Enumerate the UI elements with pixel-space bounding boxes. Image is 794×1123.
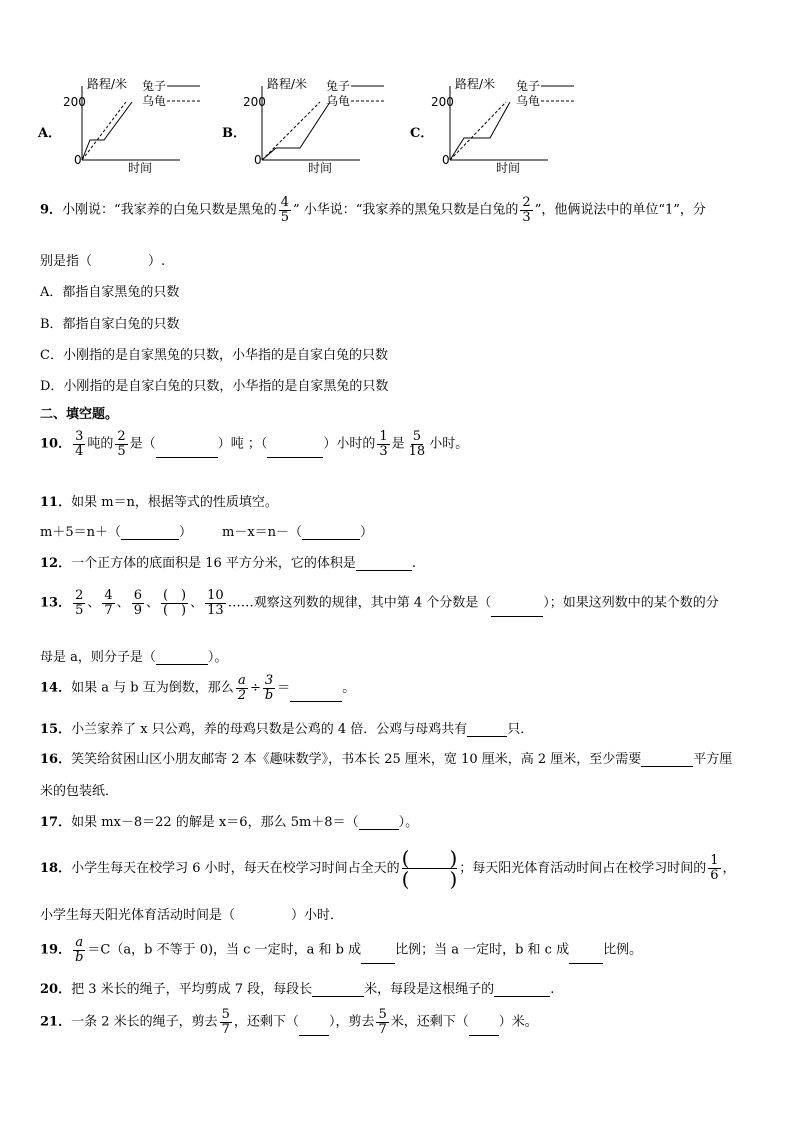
q9-line2: 别是指（ ）.: [40, 254, 166, 269]
q15: 15．小兰家养了 x 只公鸡，养的母鸡只数是公鸡的 4 倍．公鸡与母鸡共有 只．: [40, 722, 534, 737]
graph-option-b: [240, 76, 400, 180]
fraction: $\frac{3}{b}$: [264, 673, 274, 703]
fraction: $\frac{a}{b}$: [75, 935, 84, 965]
blank: [359, 815, 399, 830]
blank: [494, 982, 550, 997]
fraction: $\frac{2}{5}$: [75, 588, 84, 618]
blank: [121, 525, 179, 540]
legend-turtle: 乌龟: [142, 94, 167, 108]
fraction: $\frac{5}{18}$: [408, 429, 426, 459]
q14: 14．如果 a 与 b 互为倒数，那么 $\frac{a}{2}$ ÷ $\frac{3}{b}$ ＝ 。: [40, 673, 356, 703]
q17: 17．如果 mx－8＝22 的解是 x＝6，那么 5m＋8＝（ ）。: [40, 815, 419, 830]
option-b-label: B．: [222, 126, 246, 141]
blank: [302, 525, 360, 540]
q18-line2: 小学生每天阳光体育活动时间是（ ）小时．: [40, 908, 344, 923]
q16-line1: 16．笑笑给贫困山区小朋友邮寄 2 本《趣味数学》，书本长 25 厘米，宽 10 厘米，高 2 厘米，至少需要 平方厘: [40, 752, 733, 767]
fraction: $\frac{3}{4}$: [75, 429, 84, 459]
fraction: $\frac{6}{9}$: [133, 588, 142, 618]
blank: [361, 949, 395, 964]
blank: [467, 722, 507, 737]
fraction: $\frac{4}{5}$: [280, 195, 289, 225]
legend-rabbit: 兔子: [142, 79, 167, 93]
graph-option-c: [428, 76, 588, 180]
fraction: $\frac{10}{13}$: [207, 588, 224, 618]
fraction: $\frac{1}{3}$: [379, 429, 388, 459]
blank: [156, 650, 208, 665]
fraction: $\frac{2}{3}$: [522, 195, 531, 225]
y-axis-label: 路程/米: [455, 77, 496, 91]
q13-line2: 母是 a，则分子是（ ）。: [40, 650, 228, 665]
fraction: $\frac{a}{2}$: [237, 673, 246, 703]
fraction: $\frac{1}{6}$: [710, 853, 719, 883]
y-axis-label: 路程/米: [87, 77, 128, 91]
q20: 20．把 3 米长的绳子，平均剪成 7 段，每段长 米，每段是这根绳子的 .: [40, 982, 555, 997]
q11-line2: m＋5＝n＋（ ） m－x＝n－（ ）: [40, 525, 374, 540]
q9-number: 9．: [40, 202, 63, 218]
legend-rabbit: 兔子: [516, 79, 541, 93]
q9-option-b: B．都指自家白兔的只数: [40, 317, 180, 332]
q9-option-a: A．都指自家黑兔的只数: [40, 285, 180, 300]
x-axis-label: 时间: [128, 161, 153, 175]
fraction: $\frac{( )}{( )}$: [162, 588, 187, 618]
blank: [641, 752, 693, 767]
section-heading: 二、填空题。: [40, 407, 119, 422]
blank: [267, 443, 323, 458]
x-axis-label: 时间: [496, 161, 521, 175]
graph-option-a: [60, 76, 220, 180]
legend-rabbit: 兔子: [326, 79, 351, 93]
y-max-label: 200: [243, 95, 266, 109]
blank: [156, 443, 218, 458]
blank-fraction: ( ) ( ): [401, 846, 458, 891]
blank: [290, 687, 342, 702]
origin-label: 0: [74, 153, 82, 167]
q21: 21．一条 2 米长的绳子，剪去 $\frac{5}{7}$ ，还剩下（ ），剪去 $\frac{5}{7}$ 米，还剩下（ ）米。: [40, 1007, 538, 1037]
fraction: $\frac{2}{5}$: [117, 429, 126, 459]
q9-option-c: C．小刚指的是自家黑兔的只数，小华指的是自家白兔的只数: [40, 348, 388, 363]
legend-turtle: 乌龟: [516, 94, 541, 108]
blank: [356, 556, 412, 571]
q16-line2: 米的包装纸．: [40, 784, 119, 799]
y-axis-label: 路程/米: [267, 77, 308, 91]
blank: [491, 602, 543, 617]
origin-label: 0: [254, 153, 262, 167]
y-max-label: 200: [63, 95, 86, 109]
fraction: $\frac{4}{7}$: [104, 588, 113, 618]
fraction: $\frac{5}{7}$: [221, 1007, 230, 1037]
fraction: $\frac{5}{7}$: [378, 1007, 387, 1037]
origin-label: 0: [442, 153, 450, 167]
option-a-label: A．: [38, 126, 62, 141]
q9-line1: 9．小刚说：“我家养的白兔只数是黑兔的 $\frac{4}{5}$ ” 小华说：“我家养的黑兔只数是白兔的 $\frac{2}{3}$ ”，他俩说法中的单位“1”，分: [40, 195, 706, 225]
blank: [569, 949, 603, 964]
option-c-label: C．: [410, 126, 434, 141]
legend-turtle: 乌龟: [326, 94, 351, 108]
blank: [299, 1021, 329, 1036]
q13-line1: 13． $\frac{2}{5}$ 、 $\frac{4}{7}$ 、 $\frac{6}{9}$ 、 $\frac{( )}{( )}$ 、 $\frac{10}{13}$ ……观察这列数的规律，其中第 4 个分数是（ ）；如果这列数中的某个数的分: [40, 588, 719, 618]
blank: [312, 982, 364, 997]
y-max-label: 200: [431, 95, 454, 109]
q10: 10． $\frac{3}{4}$ 吨的 $\frac{2}{5}$ 是（ ）吨 ；（ ）小时的 $\frac{1}{3}$ 是 $\frac{5}{18}$ 小时。: [40, 429, 469, 459]
q18-line1: 18．小学生每天在校学习 6 小时，每天在校学习时间占全天的 ( ) ( ) ；每天阳光体育活动时间占在校学习时间的 $\frac{1}{6}$ ，: [40, 846, 736, 891]
q11-line1: 11．如果 m＝n，根据等式的性质填空。: [40, 495, 278, 510]
blank: [469, 1021, 499, 1036]
q9-option-d: D．小刚指的是自家白兔的只数，小华指的是自家黑兔的只数: [40, 379, 389, 394]
q12: 12．一个正方体的底面积是 16 平方分米，它的体积是 .: [40, 556, 417, 571]
q19: 19． $\frac{a}{b}$ ＝C（a，b 不等于 0)，当 c 一定时，a 和 b 成 比例；当 a 一定时，b 和 c 成 比例。: [40, 935, 643, 965]
x-axis-label: 时间: [308, 161, 333, 175]
